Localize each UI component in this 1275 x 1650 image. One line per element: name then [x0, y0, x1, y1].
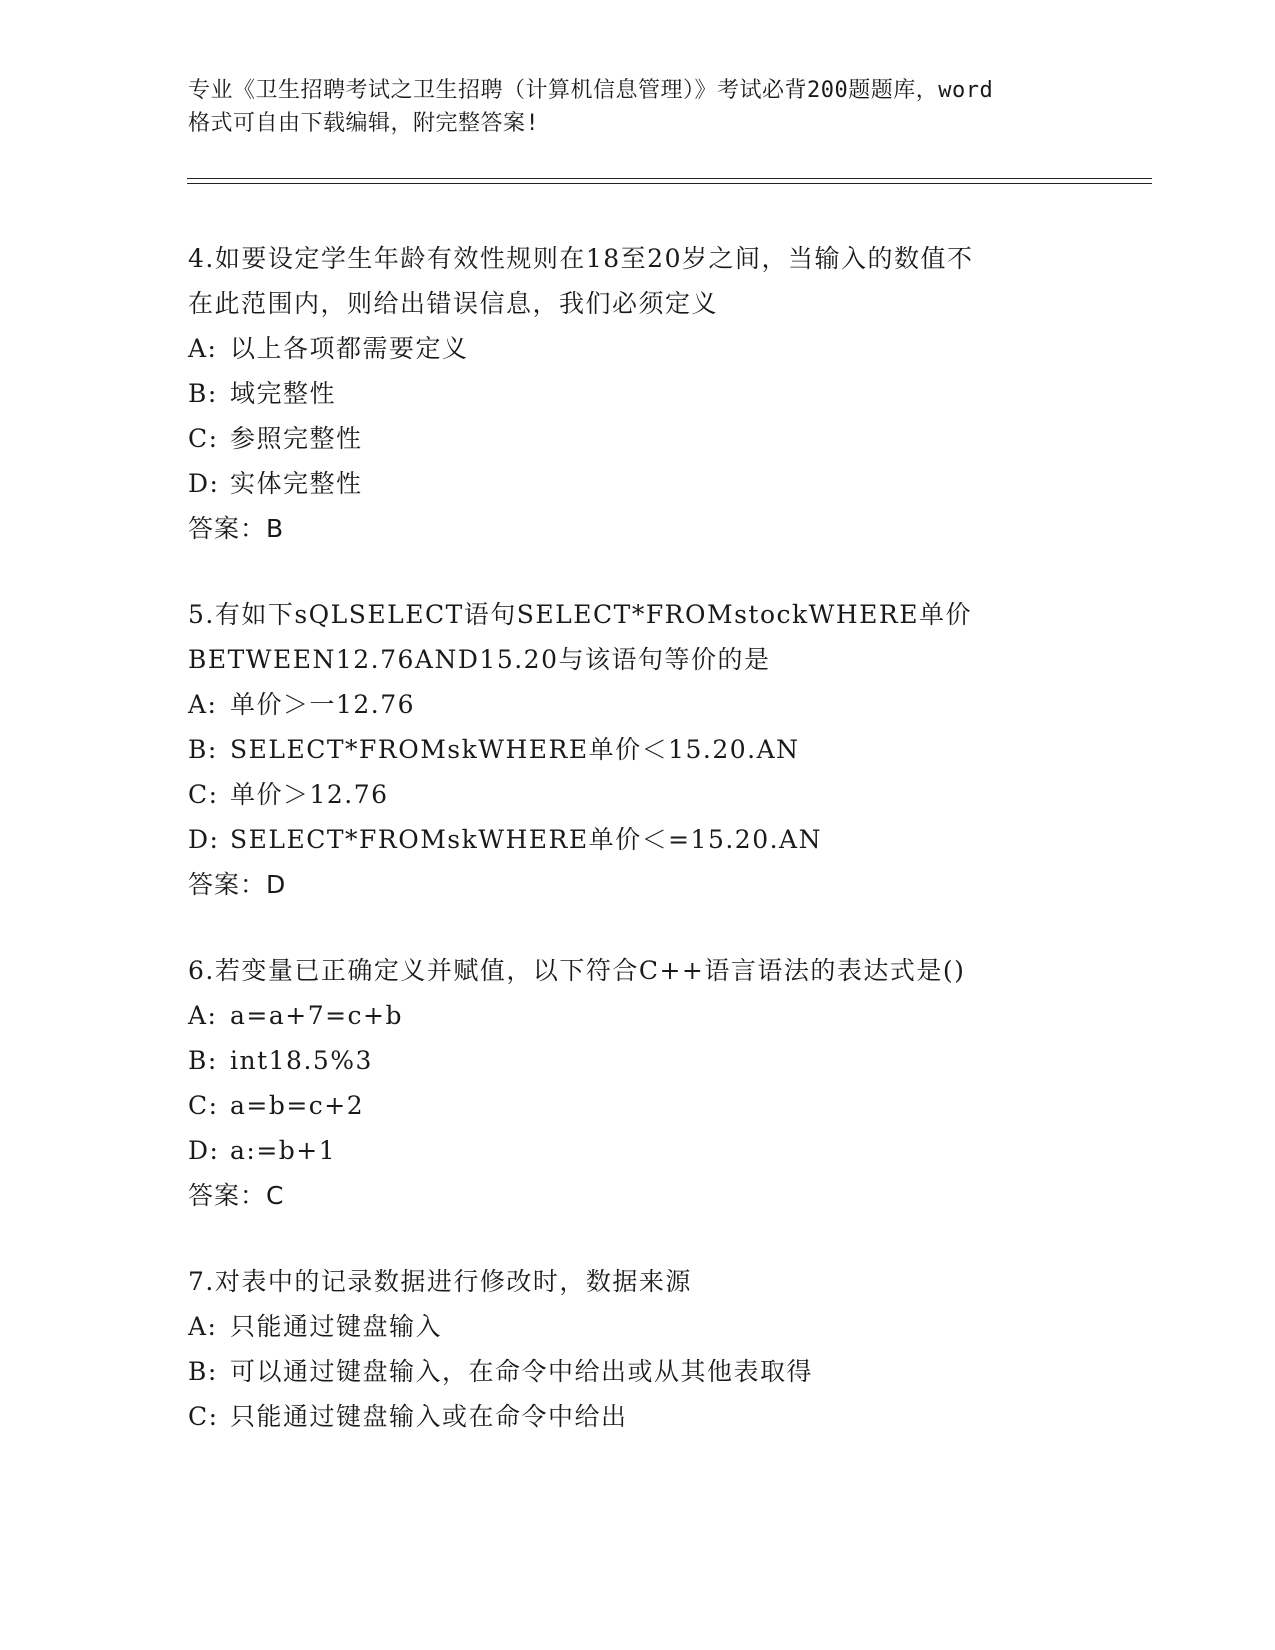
option-c	[188, 1083, 1088, 1128]
option-c	[188, 416, 1088, 461]
question-6	[188, 948, 1088, 1219]
answer-line: 答案：D	[188, 870, 287, 899]
option-d	[188, 461, 1088, 506]
option-d	[188, 817, 1088, 862]
option-letter: C:	[188, 424, 219, 453]
option-text: a=b=c+2	[230, 1091, 365, 1120]
option-text: a=a+7=c+b	[230, 1001, 404, 1030]
question-text-line: BETWEEN12.76AND15.20与该语句等价的是	[188, 645, 771, 674]
option-text: 参照完整性	[230, 424, 363, 453]
option-text: int18.5%3	[230, 1046, 373, 1075]
question-text-line: 7.对表中的记录数据进行修改时，数据来源	[188, 1267, 692, 1296]
document-header	[188, 74, 1088, 140]
option-b	[188, 1349, 1088, 1394]
question-4	[188, 236, 1088, 552]
option-letter: D:	[188, 1136, 220, 1165]
option-letter: A:	[188, 1312, 218, 1341]
question-text-line: 在此范围内，则给出错误信息，我们必须定义	[188, 289, 719, 318]
option-letter: A:	[188, 1001, 218, 1030]
option-text: SELECT*FROMskWHERE单价＜=15.20.AN	[230, 825, 822, 854]
option-text: 单价＞12.76	[230, 780, 389, 809]
option-letter: B:	[188, 379, 218, 408]
question-list	[188, 236, 1088, 1479]
header-divider-top	[187, 178, 1152, 179]
option-letter: C:	[188, 1091, 219, 1120]
option-letter: D:	[188, 825, 220, 854]
option-letter: C:	[188, 780, 219, 809]
option-text: a:=b+1	[230, 1136, 337, 1165]
question-text-line: 6.若变量已正确定义并赋值，以下符合C++语言语法的表达式是()	[188, 956, 966, 985]
option-b	[188, 727, 1088, 772]
option-letter: B:	[188, 1046, 218, 1075]
option-text: 单价＞一12.76	[230, 690, 416, 719]
option-text: 以上各项都需要定义	[230, 334, 469, 363]
option-b	[188, 1038, 1088, 1083]
option-d	[188, 1128, 1088, 1173]
question-7	[188, 1259, 1088, 1439]
header-line-2: 格式可自由下载编辑，附完整答案!	[188, 111, 540, 136]
option-a	[188, 993, 1088, 1038]
option-letter: D:	[188, 469, 220, 498]
header-divider-bottom	[187, 183, 1152, 184]
option-text: 域完整性	[230, 379, 337, 408]
option-c	[188, 1394, 1088, 1439]
option-letter: A:	[188, 690, 218, 719]
option-letter: C:	[188, 1402, 219, 1431]
question-5	[188, 592, 1088, 908]
option-a	[188, 682, 1088, 727]
header-line-1: 专业《卫生招聘考试之卫生招聘（计算机信息管理）》考试必背200题题库，word	[188, 78, 994, 103]
question-text-line: 5.有如下sQLSELECT语句SELECT*FROMstockWHERE单价	[188, 600, 973, 629]
option-text: 实体完整性	[230, 469, 363, 498]
option-text: 只能通过键盘输入或在命令中给出	[230, 1402, 628, 1431]
option-text: SELECT*FROMskWHERE单价＜15.20.AN	[230, 735, 800, 764]
option-a	[188, 326, 1088, 371]
option-letter: A:	[188, 334, 218, 363]
answer-line: 答案：B	[188, 514, 285, 543]
option-text: 可以通过键盘输入，在命令中给出或从其他表取得	[230, 1357, 814, 1386]
option-letter: B:	[188, 735, 218, 764]
option-a	[188, 1304, 1088, 1349]
option-c	[188, 772, 1088, 817]
option-text: 只能通过键盘输入	[230, 1312, 443, 1341]
question-text-line: 4.如要设定学生年龄有效性规则在18至20岁之间，当输入的数值不	[188, 244, 974, 273]
option-b	[188, 371, 1088, 416]
answer-line: 答案：C	[188, 1181, 285, 1210]
option-letter: B:	[188, 1357, 218, 1386]
